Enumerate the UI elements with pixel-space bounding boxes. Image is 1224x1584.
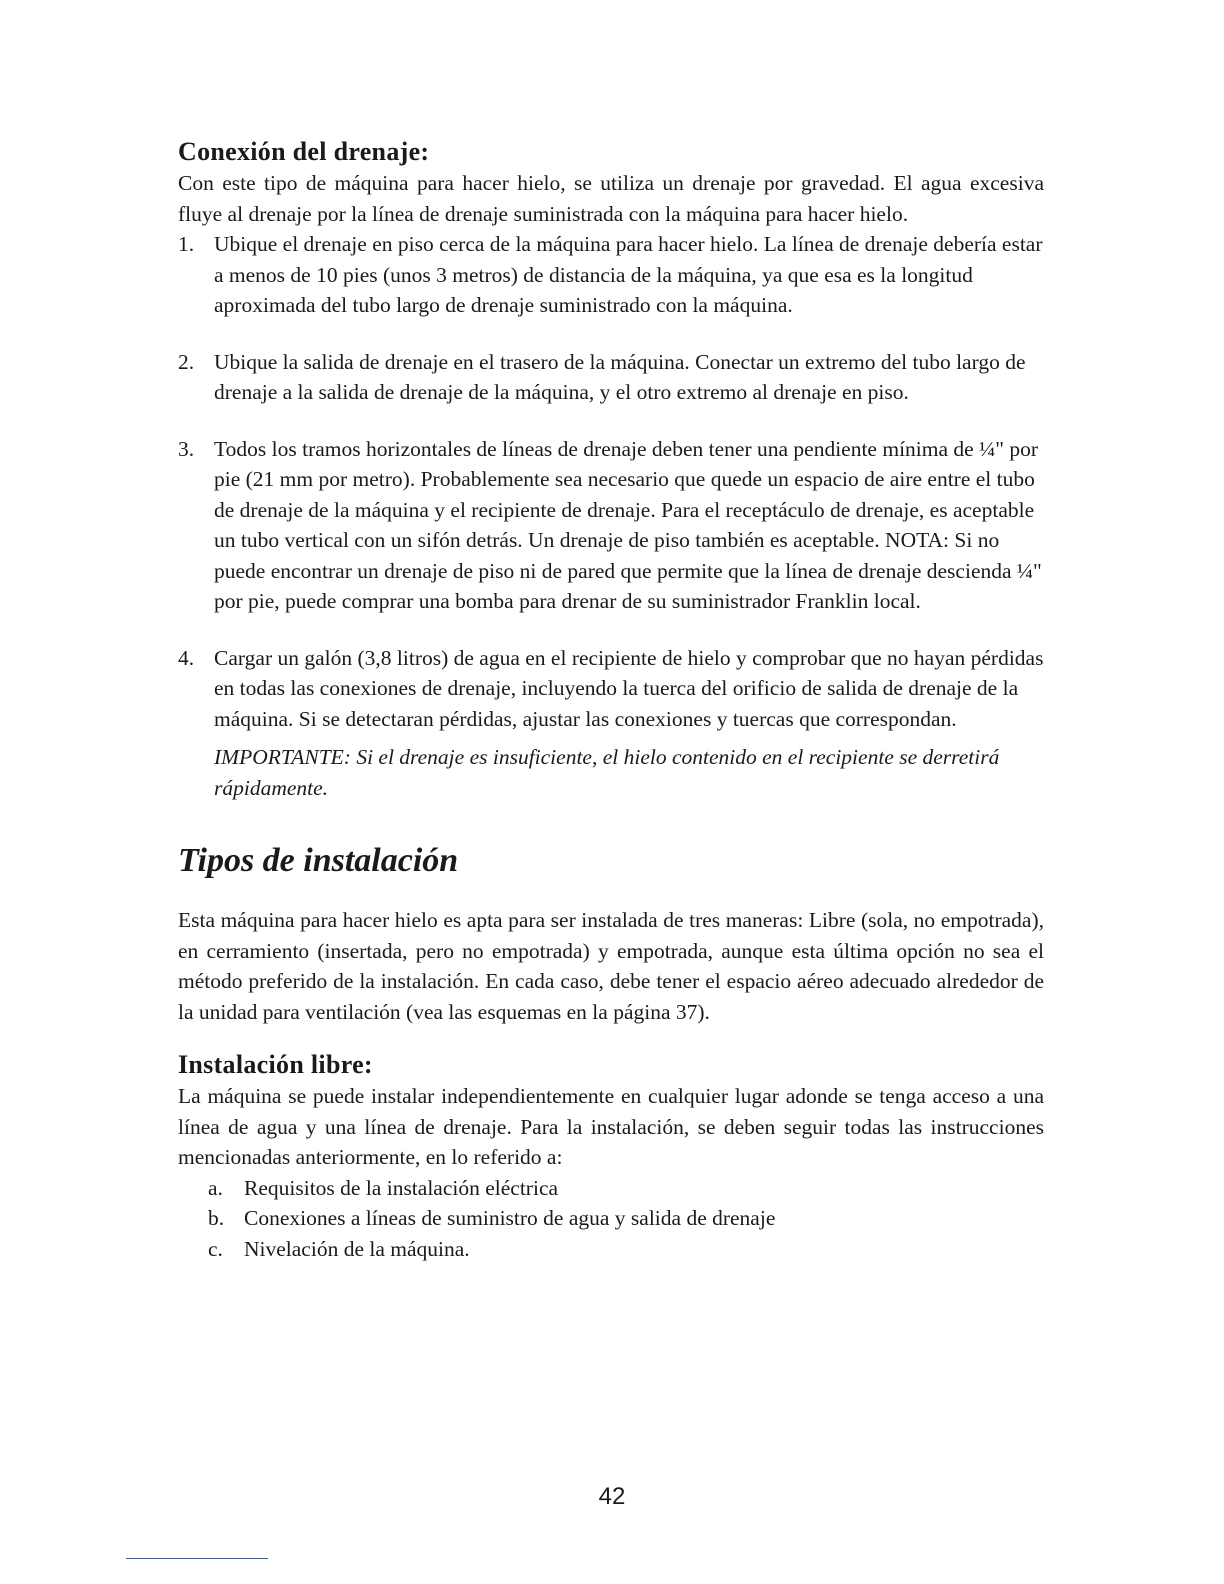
important-note: IMPORTANTE: Si el drenaje es insuficiente, el hielo contenido en el recipiente se derretirá rápidamente.	[214, 745, 1000, 800]
installation-types-paragraph: Esta máquina para hacer hielo es apta para ser instalada de tres maneras: Libre (sola, no empotrada), en cerramiento (insertada, pero no empotrada) y empotrada, aunque esta última opción no sea el método preferido de la instalación. En cada caso, debe tener el espacio aéreo adecuado alrededor de la unidad para ventilación (vea las esquemas en la página 37).	[178, 908, 1044, 1024]
list-item-text: Conexiones a líneas de suministro de agua y salida de drenaje	[244, 1206, 776, 1230]
list-item-number: 2.	[178, 349, 195, 374]
list-item-text: Cargar un galón (3,8 litros) de agua en el recipiente de hielo y comprobar que no hayan pérdidas en todas las conexiones de drenaje, incluyendo la tuerca del orificio de salida de drenaje de la máquina. Si se detectaran pérdidas, ajustar las conexiones y tuercas que correspondan.	[214, 645, 1044, 731]
drain-connection-heading: Conexión del drenaje:	[178, 137, 430, 166]
drain-intro-paragraph: Con este tipo de máquina para hacer hielo, se utiliza un drenaje por gravedad. El agua excesiva fluye al drenaje por la línea de drenaje suministrada con la máquina para hacer hielo.	[178, 171, 1044, 226]
list-item	[178, 643, 1044, 735]
installation-types-heading: Tipos de instalación	[178, 842, 459, 879]
list-item-letter: c.	[208, 1236, 223, 1261]
page-content	[178, 136, 1044, 1264]
list-item	[208, 1203, 1044, 1234]
list-item-text: Ubique la salida de drenaje en el trasero de la máquina. Conectar un extremo del tubo largo de drenaje a la salida de drenaje de la máquina, y el otro extremo al drenaje en piso.	[214, 349, 1026, 404]
freestanding-requirements-list	[178, 1173, 1044, 1265]
list-item	[208, 1234, 1044, 1265]
list-item-text: Requisitos de la instalación eléctrica	[244, 1175, 559, 1200]
list-item-text: Ubique el drenaje en piso cerca de la máquina para hacer hielo. La línea de drenaje debería estar a menos de 10 pies (unos 3 metros) de distancia de la máquina, ya que esa es la longitud aproximada del tubo largo de drenaje suministrado con la máquina.	[214, 232, 1043, 317]
list-item-number: 3.	[178, 436, 195, 461]
list-item	[178, 229, 1044, 321]
list-item-text: Todos los tramos horizontales de líneas de drenaje deben tener una pendiente mínima de ¼" por pie (21 mm por metro). Probablemente sea necesario que quede un espacio de aire entre el tubo de drenaje de la máquina y el recipiente de drenaje. Para el receptáculo de drenaje, es aceptable un tubo vertical con un sifón detrás. Un drenaje de piso también es aceptable. NOTA: Si no puede encontrar un drenaje de piso ni de pared que permite que la línea de drenaje descienda ¼" por pie, puede comprar una bomba para drenar de su suministrador Franklin local.	[214, 436, 1042, 613]
list-item-letter: a.	[208, 1175, 223, 1200]
drain-steps-list	[178, 229, 1044, 734]
footnote-divider	[126, 1558, 268, 1559]
list-item-letter: b.	[208, 1206, 225, 1230]
list-item-number: 1.	[178, 232, 195, 256]
list-item-number: 4.	[178, 645, 195, 670]
list-item	[178, 347, 1044, 408]
list-item-text: Nivelación de la máquina.	[244, 1236, 470, 1261]
list-item	[178, 434, 1044, 617]
freestanding-heading: Instalación libre:	[178, 1050, 373, 1079]
freestanding-paragraph: La máquina se puede instalar independientemente en cualquier lugar adonde se tenga acceso a una línea de agua y una línea de drenaje. Para la instalación, se deben seguir todas las instrucciones mencionadas anteriormente, en lo referido a:	[178, 1084, 1044, 1169]
list-item	[208, 1173, 1044, 1204]
page-number: 42	[598, 1483, 626, 1510]
